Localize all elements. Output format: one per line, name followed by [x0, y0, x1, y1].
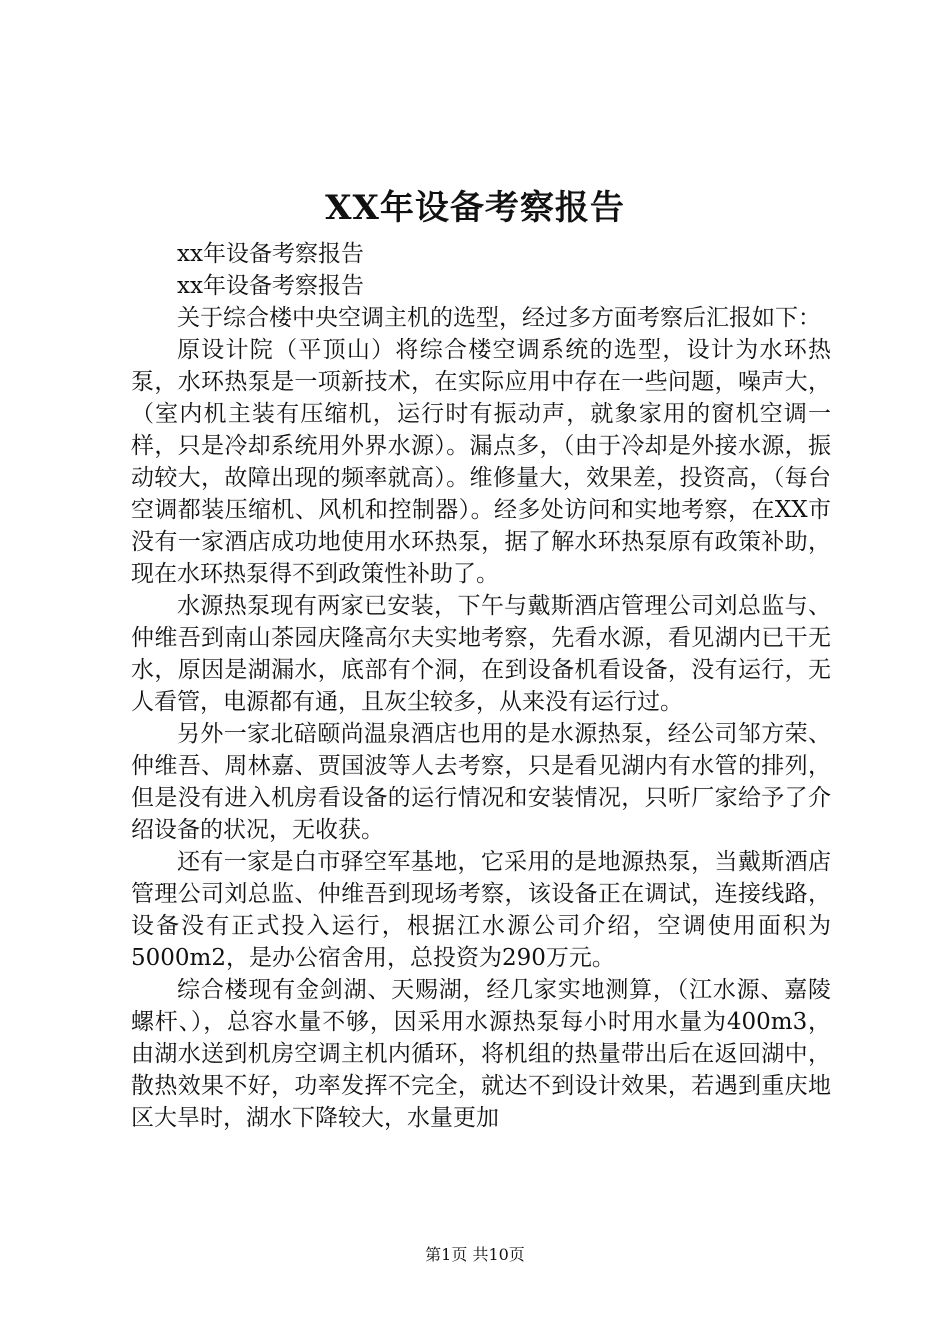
- paragraph-6: 另外一家北碚颐尚温泉酒店也用的是水源热泵，经公司邹方荣、仲维吾、周林嘉、贾国波等人去考察，只是看见湖内有水管的排列，但是没有进入机房看设备的运行情况和安装情况，只听厂家给予了介绍设备的状况，无收获。: [131, 721, 831, 843]
- page-footer-indicator: 第1页 共10页: [425, 1245, 525, 1264]
- document-body: [131, 238, 831, 1134]
- paragraph-8: 综合楼现有金剑湖、天赐湖，经几家实地测算，（江水源、嘉陵螺杆、），总容水量不够，因采用水源热泵每小时用水量为400m3，由湖水送到机房空调主机内循环，将机组的热量带出后在返回湖中，散热效果不好，功率发挥不完全，就达不到设计效果，若遇到重庆地区大旱时，湖水下降较大，水量更加: [131, 977, 831, 1131]
- paragraph-3: 关于综合楼中央空调主机的选型，经过多方面考察后汇报如下：: [177, 305, 821, 331]
- paragraph-7: 还有一家是白市驿空军基地，它采用的是地源热泵，当戴斯酒店管理公司刘总监、仲维吾到现场考察，该设备正在调试，连接线路，设备没有正式投入运行，根据江水源公司介绍，空调使用面积为5000m2，是办公宿舍用，总投资为290万元。: [131, 849, 831, 971]
- paragraph-1: xx年设备考察报告: [177, 241, 364, 267]
- paragraph-2: xx年设备考察报告: [177, 273, 364, 299]
- paragraph-4: 原设计院（平顶山）将综合楼空调系统的选型，设计为水环热泵，水环热泵是一项新技术，在实际应用中存在一些问题，噪声大，（室内机主装有压缩机，运行时有振动声，就象家用的窗机空调一样，只是冷却系统用外界水源）。漏点多，（由于冷却是外接水源，振动较大，故障出现的频率就高）。维修量大，效果差，投资高，（每台空调都装压缩机、风机和控制器）。经多处访问和实地考察，在XX市没有一家酒店成功地使用水环热泵，据了解水环热泵原有政策补助，现在水环热泵得不到政策性补助了。: [131, 337, 831, 587]
- paragraph-5: 水源热泵现有两家已安装，下午与戴斯酒店管理公司刘总监与、仲维吾到南山茶园庆隆高尔夫实地考察，先看水源，看见湖内已干无水，原因是湖漏水，底部有个洞，在到设备机看设备，没有运行，无人看管，电源都有通，且灰尘较多，从来没有运行过。: [131, 593, 831, 715]
- document-title: XX年设备考察报告: [325, 188, 625, 228]
